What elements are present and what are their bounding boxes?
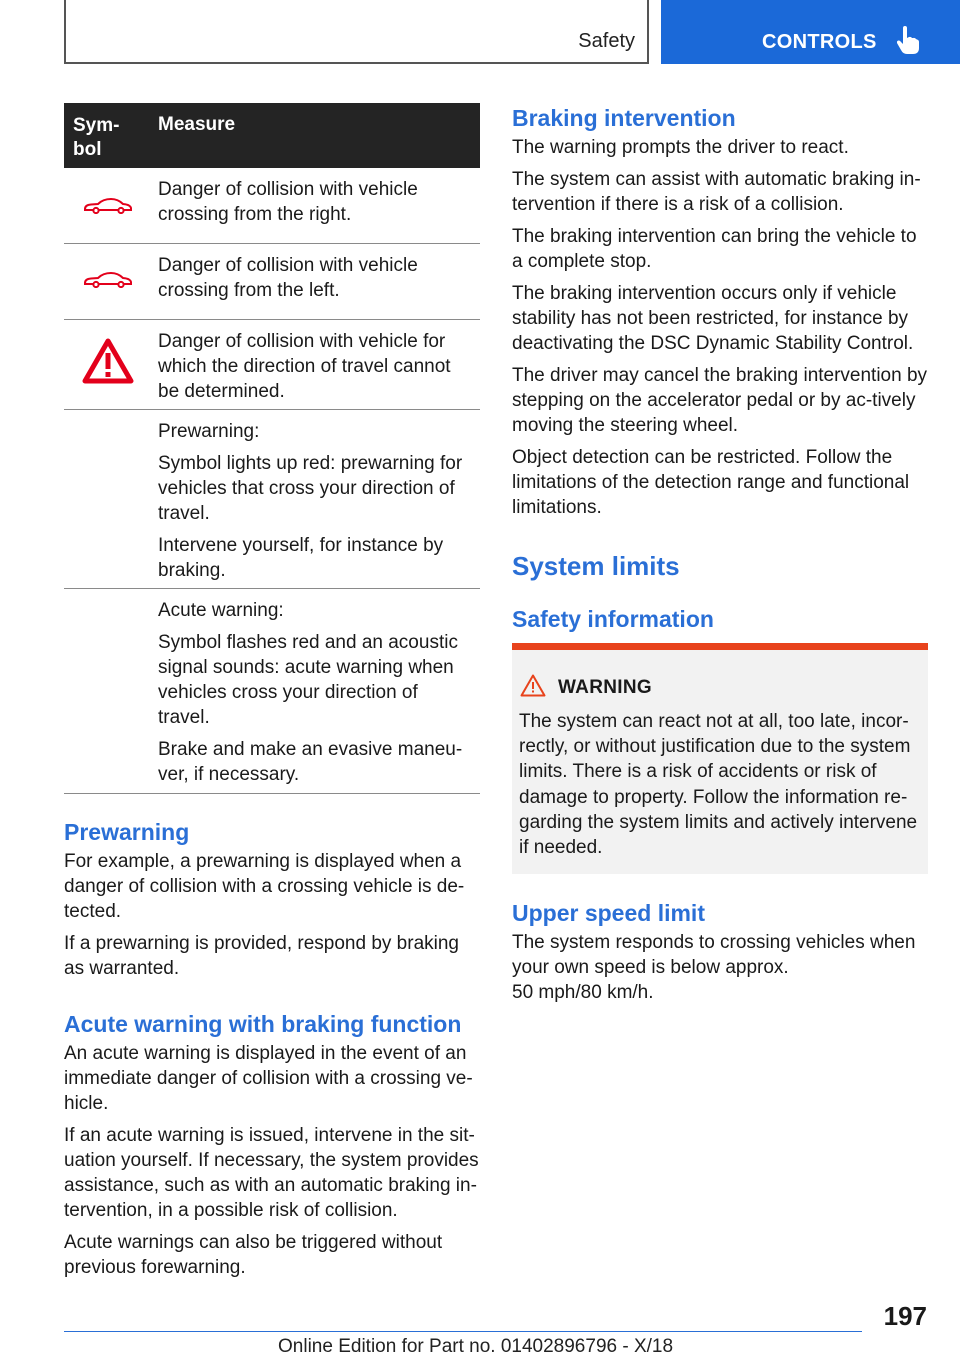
symbol-measure-table: [64, 103, 480, 794]
table-row: [64, 168, 480, 244]
row-text: Danger of collision with vehicle crossing from the right.: [158, 179, 418, 225]
row-text: Prewarning:: [158, 421, 260, 442]
speed-value: 50 mph/80 km/h.: [512, 982, 654, 1003]
acute-warning-heading: Acute warning with braking function: [64, 1011, 462, 1037]
warning-box: [512, 643, 928, 874]
section-title: Safety: [578, 30, 635, 52]
header-section-box: [64, 0, 649, 64]
braking-paragraph: The braking intervention can bring the vehicle to a complete stop.: [512, 226, 917, 272]
row-text: Acute warning:: [158, 600, 284, 621]
prewarning-paragraph: If a prewarning is provided, respond by braking as warranted.: [64, 933, 460, 979]
row-text: Symbol flashes red and an acoustic signal sounds: acute warning when vehicles cross your direction of travel.: [158, 632, 458, 728]
row-text: Danger of collision with vehicle for which the direction of travel cannot be determined.: [158, 331, 451, 402]
braking-heading: Braking intervention: [512, 105, 736, 131]
system-limits-heading: System limits: [512, 551, 680, 581]
warning-triangle-icon: [520, 674, 546, 697]
braking-paragraph: The driver may cancel the braking intervention by stepping on the accelerator pedal or by ac-tively moving the steering wheel.: [512, 365, 928, 436]
warning-text: The system can react not at all, too late, incor-rectly, or without justification due to the system limits. There is a risk of accidents or risk of damage to property. Follow the information re-garding the system limits and actively intervene if needed.: [519, 711, 918, 859]
table-header: [64, 103, 480, 168]
braking-paragraph: The warning prompts the driver to react.: [512, 137, 849, 158]
braking-paragraph: Object detection can be restricted. Follow the limitations of the detection range and functional limitations.: [512, 447, 910, 518]
table-row: [64, 244, 480, 320]
chapter-title: CONTROLS: [762, 31, 877, 53]
row-text: Danger of collision with vehicle crossing from the left.: [158, 255, 418, 301]
prewarning-section: [64, 818, 480, 981]
warning-triangle-icon: [82, 338, 134, 384]
page-number: 197: [883, 1301, 927, 1331]
header-chapter-box[interactable]: [661, 0, 960, 64]
speed-limit-heading: Upper speed limit: [512, 900, 705, 926]
pointing-hand-icon: [897, 26, 919, 54]
warning-label: WARNING: [558, 677, 652, 698]
safety-information-heading: Safety information: [512, 606, 714, 632]
footer-divider: [64, 1331, 862, 1332]
prewarning-paragraph: For example, a prewarning is displayed when a danger of collision with a crossing vehicle is de-tected.: [64, 851, 465, 922]
table-row: [64, 589, 480, 794]
braking-intervention-section: [512, 104, 930, 520]
column-header-measure: Measure: [158, 114, 236, 135]
row-text: Brake and make an evasive maneu-ver, if necessary.: [158, 739, 463, 785]
row-text: Intervene yourself, for instance by braking.: [158, 535, 444, 581]
acute-paragraph: If an acute warning is issued, intervene in the sit-uation yourself. If necessary, the system provides assistance, such as with an automatic braking in-tervention, in a possible risk of collision.: [64, 1125, 479, 1221]
footer-edition: Online Edition for Part no. 01402896796 - X/18: [278, 1336, 674, 1357]
speed-paragraph: The system responds to crossing vehicles when your own speed is below approx.: [512, 932, 916, 978]
acute-warning-section: [64, 1010, 482, 1280]
prewarning-heading: Prewarning: [64, 819, 190, 845]
table-row: [64, 410, 480, 589]
braking-paragraph: The system can assist with automatic braking in-tervention if there is a risk of a collision.: [512, 169, 921, 215]
car-right-icon: [83, 198, 133, 214]
braking-paragraph: The braking intervention occurs only if vehicle stability has not been restricted, for instance by deactivating the DSC Dynamic Stability Control.: [512, 283, 914, 354]
car-left-icon: [83, 272, 133, 288]
acute-paragraph: Acute warnings can also be triggered without previous forewarning.: [64, 1232, 443, 1278]
column-header-symbol: Sym- bol: [73, 115, 120, 160]
row-text: Symbol lights up red: prewarning for vehicles that cross your direction of travel.: [158, 453, 463, 524]
acute-paragraph: An acute warning is displayed in the event of an immediate danger of collision with a crossing ve-hicle.: [64, 1043, 473, 1114]
table-row: [64, 320, 480, 410]
upper-speed-limit-section: [512, 899, 930, 1005]
